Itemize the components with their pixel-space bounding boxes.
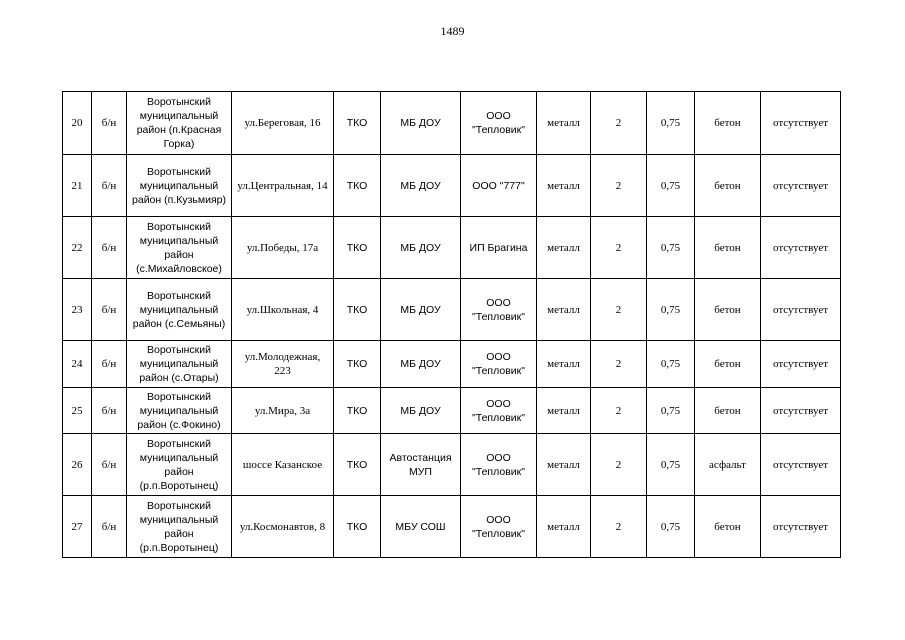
- row-address-line: шоссе Казанское: [242, 458, 323, 471]
- row-surface: бетон: [695, 155, 761, 217]
- row-district-line: муниципальный: [139, 179, 219, 192]
- row-address-line: ул.Школьная, 4: [246, 303, 319, 316]
- table-row: [63, 155, 841, 217]
- row-volume: 0,75: [647, 496, 695, 558]
- row-number: 23: [63, 279, 92, 341]
- row-operator: [461, 388, 537, 434]
- row-operator: [461, 92, 537, 155]
- row-district: [127, 279, 232, 341]
- row-operator-line: ООО: [486, 351, 511, 363]
- row-type: б/н: [92, 434, 127, 496]
- row-waste-type: ТКО: [334, 341, 381, 388]
- row-operator: [461, 155, 537, 217]
- row-volume: 0,75: [647, 217, 695, 279]
- row-count: 2: [591, 279, 647, 341]
- row-material: металл: [537, 217, 591, 279]
- row-district: [127, 155, 232, 217]
- row-operator: [461, 496, 537, 558]
- row-operator-line: ООО: [486, 397, 511, 410]
- row-district-line: Воротынский: [146, 289, 212, 302]
- row-address-line: ул.Береговая, 16: [244, 117, 321, 129]
- row-district-line: район (п.Кузьмияр): [132, 193, 226, 206]
- row-type: б/н: [92, 155, 127, 217]
- row-owner: [381, 341, 461, 388]
- row-address: [232, 434, 334, 496]
- row-district-line: (р.п.Воротынец): [139, 479, 219, 492]
- row-operator-line: ООО "777": [472, 179, 525, 192]
- row-district-line: Воротынский: [146, 165, 212, 178]
- row-owner: [381, 217, 461, 279]
- row-fence: отсутствует: [761, 217, 841, 279]
- row-material: металл: [537, 434, 591, 496]
- row-count: 2: [591, 496, 647, 558]
- registry-table: [62, 91, 841, 558]
- row-material: металл: [537, 388, 591, 434]
- row-count: 2: [591, 217, 647, 279]
- table-row: [63, 279, 841, 341]
- row-waste-type: ТКО: [334, 279, 381, 341]
- row-type: б/н: [92, 388, 127, 434]
- page-number: 1489: [440, 24, 465, 38]
- row-volume: 0,75: [647, 388, 695, 434]
- row-operator-line: "Тепловик": [472, 124, 525, 136]
- row-volume: 0,75: [647, 434, 695, 496]
- row-number: 25: [63, 388, 92, 434]
- row-district: [127, 388, 232, 434]
- row-number: 21: [63, 155, 92, 217]
- row-district: [127, 496, 232, 558]
- row-owner-line: МБ ДОУ: [400, 404, 441, 417]
- row-number: 24: [63, 341, 92, 388]
- table-row: [63, 92, 841, 155]
- row-operator-line: ООО: [486, 513, 511, 526]
- row-owner: [381, 92, 461, 155]
- row-fence: отсутствует: [761, 341, 841, 388]
- row-owner: [381, 155, 461, 217]
- row-surface: бетон: [695, 279, 761, 341]
- row-waste-type: ТКО: [334, 217, 381, 279]
- row-address-line: ул.Центральная, 14: [237, 179, 328, 192]
- row-district-line: район: [164, 465, 194, 478]
- row-address: [232, 155, 334, 217]
- row-owner-line: Автостанция: [389, 451, 452, 464]
- row-address: [232, 217, 334, 279]
- row-district-line: (р.п.Воротынец): [139, 541, 219, 554]
- row-material: металл: [537, 341, 591, 388]
- row-district-line: Воротынский: [146, 96, 212, 108]
- row-operator: [461, 279, 537, 341]
- row-material: металл: [537, 496, 591, 558]
- row-operator: [461, 217, 537, 279]
- table-row: [63, 434, 841, 496]
- row-owner-line: МБУ СОШ: [395, 520, 446, 533]
- row-district-line: район: [164, 248, 194, 261]
- row-district-line: муниципальный: [139, 513, 219, 526]
- row-address-line: ул.Победы, 17а: [246, 241, 319, 254]
- row-district-line: Воротынский: [146, 344, 212, 356]
- row-volume: 0,75: [647, 155, 695, 217]
- row-number: 22: [63, 217, 92, 279]
- row-volume: 0,75: [647, 279, 695, 341]
- row-district: [127, 92, 232, 155]
- row-address-line: ул.Мира, 3а: [254, 404, 311, 417]
- row-owner-line: МБ ДОУ: [400, 179, 441, 192]
- row-count: 2: [591, 155, 647, 217]
- row-operator: [461, 434, 537, 496]
- row-district-line: (с.Михайловское): [136, 262, 222, 275]
- row-fence: отсутствует: [761, 155, 841, 217]
- row-district-line: муниципальный: [139, 303, 219, 316]
- row-operator-line: ООО: [486, 110, 511, 122]
- row-district-line: Воротынский: [146, 499, 212, 512]
- row-type: б/н: [92, 92, 127, 155]
- row-fence: отсутствует: [761, 496, 841, 558]
- row-count: 2: [591, 434, 647, 496]
- row-district-line: Горка): [163, 138, 195, 150]
- row-waste-type: ТКО: [334, 92, 381, 155]
- row-material: металл: [537, 279, 591, 341]
- row-type: б/н: [92, 341, 127, 388]
- row-address-line: ул.Молодежная,: [244, 351, 321, 363]
- row-fence: отсутствует: [761, 279, 841, 341]
- row-material: металл: [537, 155, 591, 217]
- row-district: [127, 341, 232, 388]
- row-fence: отсутствует: [761, 92, 841, 155]
- row-district-line: муниципальный: [139, 451, 219, 464]
- row-surface: бетон: [695, 388, 761, 434]
- row-operator-line: "Тепловик": [472, 527, 525, 540]
- row-owner-line: МБ ДОУ: [400, 241, 441, 254]
- row-owner: [381, 496, 461, 558]
- row-fence: отсутствует: [761, 434, 841, 496]
- row-district: [127, 217, 232, 279]
- row-district-line: муниципальный: [139, 110, 219, 122]
- row-operator-line: "Тепловик": [472, 411, 525, 424]
- row-owner-line: МБ ДОУ: [400, 303, 441, 316]
- row-surface: бетон: [695, 496, 761, 558]
- row-district-line: район: [164, 527, 194, 540]
- row-number: 26: [63, 434, 92, 496]
- table-row: [63, 496, 841, 558]
- row-district: [127, 434, 232, 496]
- row-surface: бетон: [695, 341, 761, 388]
- row-address: [232, 496, 334, 558]
- row-district-line: муниципальный: [139, 404, 219, 417]
- row-number: 20: [63, 92, 92, 155]
- row-address-line: ул.Космонавтов, 8: [239, 520, 326, 533]
- registry-body: [63, 92, 841, 558]
- row-count: 2: [591, 92, 647, 155]
- row-operator-line: ООО: [486, 296, 511, 309]
- row-district-line: Воротынский: [146, 220, 212, 233]
- row-type: б/н: [92, 496, 127, 558]
- row-volume: 0,75: [647, 92, 695, 155]
- row-district-line: район (с.Семьяны): [132, 317, 226, 330]
- row-address: [232, 279, 334, 341]
- row-owner-line: МУП: [409, 465, 432, 478]
- row-surface: асфальт: [695, 434, 761, 496]
- row-district-line: муниципальный: [139, 358, 219, 370]
- row-owner-line: МБ ДОУ: [400, 117, 441, 129]
- row-fence: отсутствует: [761, 388, 841, 434]
- row-type: б/н: [92, 279, 127, 341]
- row-volume: 0,75: [647, 341, 695, 388]
- row-owner: [381, 388, 461, 434]
- row-material: металл: [537, 92, 591, 155]
- row-address: [232, 92, 334, 155]
- table-row: [63, 341, 841, 388]
- row-owner-line: МБ ДОУ: [400, 358, 441, 370]
- row-district-line: район (с.Фокино): [137, 418, 221, 431]
- row-operator-line: ООО: [486, 451, 511, 464]
- row-count: 2: [591, 388, 647, 434]
- row-operator-line: "Тепловик": [472, 365, 525, 377]
- table-row: [63, 217, 841, 279]
- row-district-line: муниципальный: [139, 234, 219, 247]
- row-operator-line: ИП Брагина: [469, 241, 528, 254]
- row-address: [232, 388, 334, 434]
- row-district-line: район (с.Отары): [139, 372, 219, 384]
- row-owner: [381, 434, 461, 496]
- row-operator-line: "Тепловик": [472, 310, 525, 323]
- row-operator: [461, 341, 537, 388]
- row-waste-type: ТКО: [334, 434, 381, 496]
- row-address: [232, 341, 334, 388]
- row-operator-line: "Тепловик": [472, 465, 525, 478]
- row-count: 2: [591, 341, 647, 388]
- row-number: 27: [63, 496, 92, 558]
- row-owner: [381, 279, 461, 341]
- table-row: [63, 388, 841, 434]
- row-address-line: 223: [274, 365, 291, 377]
- row-waste-type: ТКО: [334, 388, 381, 434]
- row-waste-type: ТКО: [334, 155, 381, 217]
- row-district-line: Воротынский: [146, 437, 212, 450]
- row-type: б/н: [92, 217, 127, 279]
- row-surface: бетон: [695, 92, 761, 155]
- row-district-line: район (п.Красная: [136, 124, 222, 136]
- row-surface: бетон: [695, 217, 761, 279]
- row-district-line: Воротынский: [146, 390, 212, 403]
- row-waste-type: ТКО: [334, 496, 381, 558]
